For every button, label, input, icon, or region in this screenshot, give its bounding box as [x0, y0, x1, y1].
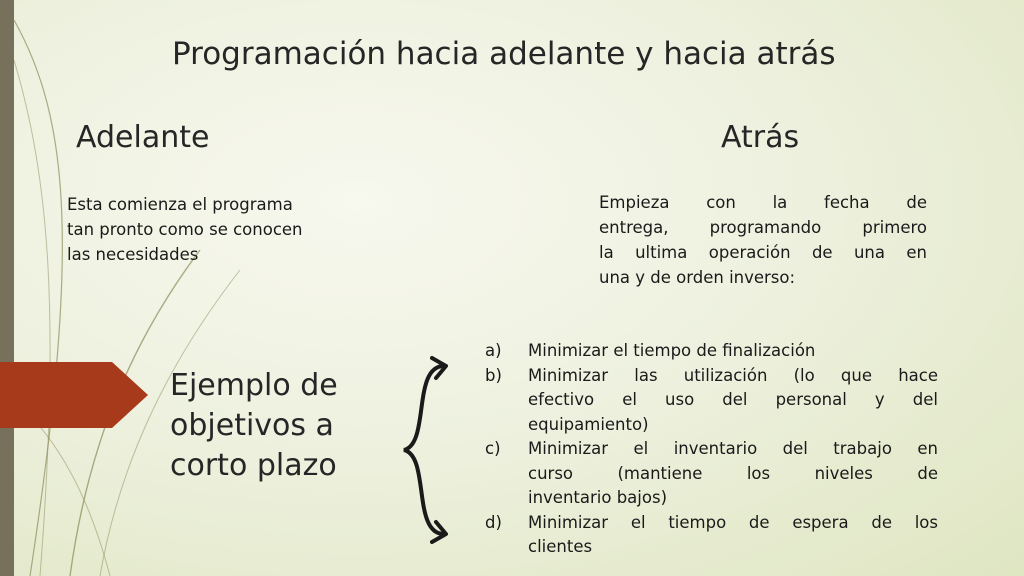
decorative-curves	[0, 0, 300, 576]
list-item-text: Minimizar el inventario del trabajo en	[528, 439, 938, 458]
list-marker: a)	[485, 341, 502, 360]
list-item	[485, 511, 938, 560]
red-arrow-tab	[0, 362, 148, 428]
list-item-text: curso (mantiene los niveles de	[528, 463, 938, 483]
backward-line: una y de orden inverso:	[599, 268, 796, 287]
list-marker: b)	[485, 365, 502, 385]
list-item	[485, 339, 938, 364]
list-item	[485, 437, 938, 511]
list-item-text: clientes	[528, 537, 593, 556]
forward-description: Esta comienza el programa tan pronto como se conocen las necesidades	[67, 195, 303, 264]
list-item-text: Minimizar el tiempo de espera de los	[528, 512, 938, 532]
heading-atras: Atrás	[721, 120, 800, 155]
list-marker: c)	[485, 439, 501, 458]
backward-line: Empieza con la fecha de	[599, 193, 927, 212]
objectives-list	[485, 339, 938, 560]
heading-adelante: Adelante	[76, 120, 210, 155]
list-item-text: Minimizar el tiempo de finalización	[528, 341, 816, 360]
list-item-text: inventario bajos)	[528, 488, 668, 507]
list-item-text: Minimizar las utilización (lo que hace	[528, 365, 938, 385]
backward-line: entrega, programando primero	[599, 218, 927, 237]
list-item-text: equipamiento)	[528, 414, 649, 434]
example-label: Ejemplo de objetivos a corto plazo	[170, 368, 338, 483]
backward-description	[599, 190, 927, 290]
list-item	[485, 364, 938, 438]
backward-line: la ultima operación de una en	[599, 243, 927, 262]
list-marker: d)	[485, 512, 502, 532]
curly-brace-icon	[392, 352, 462, 548]
slide-title: Programación hacia adelante y hacia atrás	[172, 36, 836, 72]
list-item-text: efectivo el uso del personal y del	[528, 390, 938, 409]
